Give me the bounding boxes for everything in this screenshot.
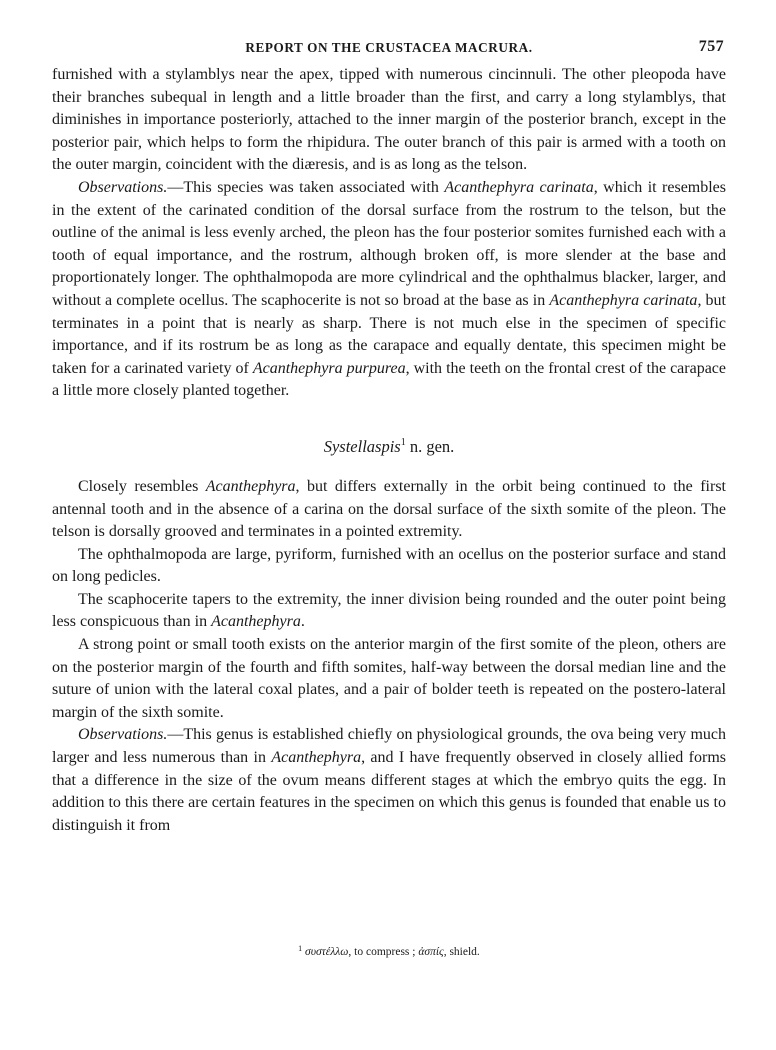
paragraph-continuation: furnished with a stylamblys near the apex, tipped with numerous cincinnuli. The other pleopoda have their branches subequal in length and a little broader than the first, and carry a long stylamblys, that diminishes in importance posteriorly, attached to the inner margin of the posterior branch, except in the posterior pair, which helps to form the rhipidura. The outer branch of this pair is armed with a tooth on the outer margin, coincident with the diæresis, and is as long as the telson. — [52, 66, 726, 174]
paragraph-teeth: A strong point or small tooth exists on the anterior margin of the first somite of the pleon, others are on the posterior margin of the fourth and fifth somites, half-way between the dorsal median line and the suture of union with the lateral coxal plates, and a pair of bolder teeth is repeated on the postero-lateral margin of the sixth somite. — [52, 636, 726, 721]
species-name: Acanthephyra carinata — [549, 291, 698, 309]
greek-word: ἀσπίς — [418, 946, 444, 958]
page-number: 757 — [698, 38, 724, 55]
paragraph-observations-species: Observations.—This species was taken associated with Acanthephyra carinata, which it resembles in the extent of the carinated condition of the dorsal surface from the rostrum to the telson, but the outline of the animal is less evenly arched, the pleon has the four posterior somites furnished each with a tooth of equal importance, and the rostrum, although broken off, is more slender at the base and proportionately longer. The ophthalmopoda are more cylindrical and the ophthalmus blacker, larger, and without a complete ocellus. The scaphocerite is not so broad at the base as in Acanthephyra carinata, but terminates in a point that is nearly as sharp. There is not much else in the specimen of specific importance, and if its rostrum be as long as the carapace and equally dentate, this specimen might be taken for a carinated variety of Acanthephyra purpurea, with the teeth on the frontal crest of the carapace a little more closely planted together. — [52, 178, 727, 400]
species-name: Acanthephyra purpurea — [252, 359, 406, 377]
genus-heading: Systellaspis$^1$ n. gen. — [323, 436, 455, 456]
observations-label: Observations. — [78, 726, 168, 744]
paragraph-genus-description: Closely resembles Acanthephyra, but differs externally in the orbit being continued to the first antennal tooth and in the absence of a carina on the dorsal surface of the sixth somite of the pleon. The telson is dorsally grooved and terminates in a pointed extremity. — [52, 477, 727, 541]
genus-reference: Acanthephyra — [271, 749, 362, 767]
footnote-mark: 1 — [298, 944, 303, 953]
paragraph-ophthalmopoda: The ophthalmopoda are large, pyriform, furnished with an ocellus on the posterior surface and stand on long pedicles. — [52, 545, 726, 586]
footnote: $^1$ συστέλλω, to compress ; ἀσπίς, shield. — [298, 944, 480, 958]
running-title: REPORT ON THE CRUSTACEA MACRURA. — [245, 40, 533, 55]
footnote-reference[interactable]: 1 — [400, 436, 406, 448]
species-name: Acanthephyra carinata — [444, 178, 594, 196]
greek-word: συστέλλω — [305, 946, 349, 958]
paragraph-observations-genus: Observations.—This genus is established chiefly on physiological grounds, the ova being very much larger and less numerous than in Acanthephyra, and I have frequently observed in closely allied forms that a difference in the size of the ovum means different stages at which the embryo quits the egg. In addition to this there are certain features in the specimen on which this genus is founded that enable us to distinguish it from — [52, 726, 726, 834]
paragraph-scaphocerite: The scaphocerite tapers to the extremity, the inner division being rounded and the outer point being less conspicuous than in Acanthephyra. — [52, 590, 726, 631]
genus-name: Systellaspis — [323, 436, 401, 456]
page — [52, 38, 727, 958]
genus-reference: Acanthephyra — [211, 613, 301, 631]
running-header — [52, 38, 726, 64]
observations-label: Observations. — [78, 178, 168, 196]
genus-reference: Acanthephyra — [205, 477, 296, 495]
